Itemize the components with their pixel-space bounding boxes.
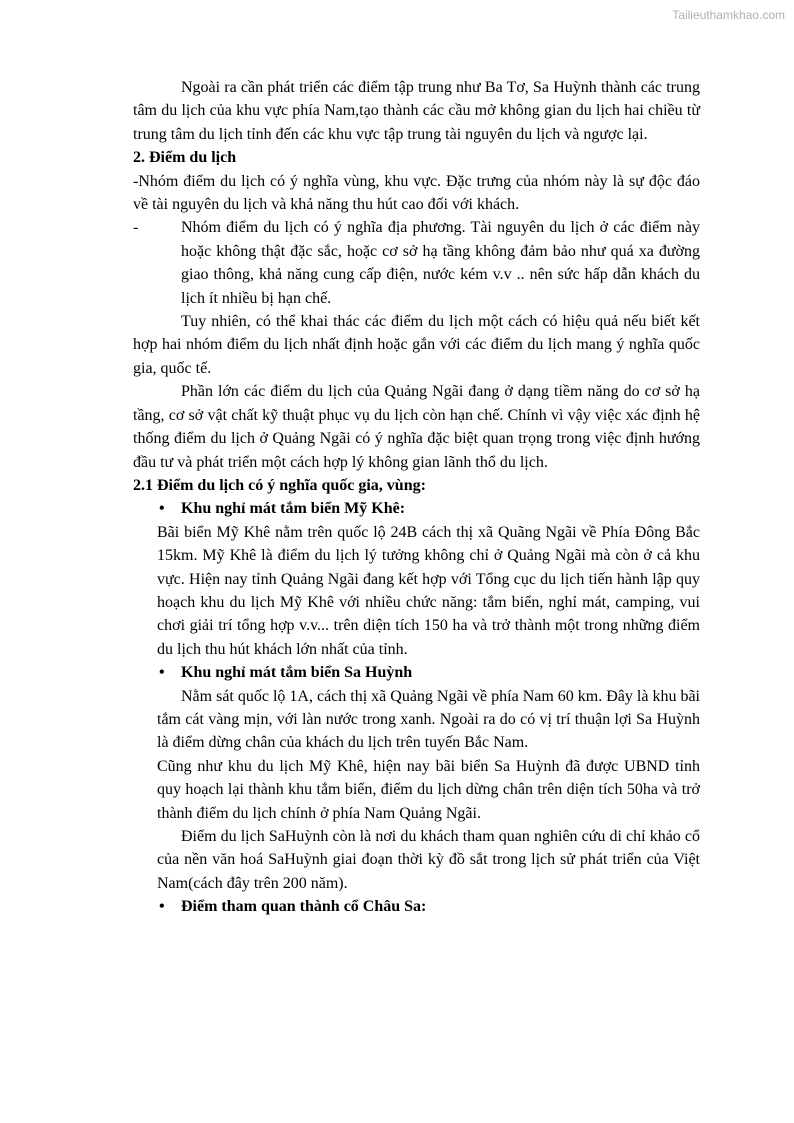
paragraph-potential: Phần lớn các điểm du lịch của Quảng Ngãi đang ở dạng tiềm năng do cơ sở hạ tầng, cơ sở vật chất kỹ thuật phục vụ du lịch còn hạn chế. Chính vì vậy việc xác định hệ thống điểm du lịch ở Quảng Ngãi có ý nghĩa đặc biệt quan trọng trong việc định hướng đầu tư và phát triển một cách hợp lý không gian lãnh thổ du lịch. xyxy=(133,383,700,471)
bullet-chau-sa xyxy=(133,895,700,918)
section-heading-2-1: 2.1 Điểm du lịch có ý nghĩa quốc gia, vùng: xyxy=(133,476,426,494)
watermark: Tailieuthamkhao.com xyxy=(672,8,785,22)
paragraph-sa-huynh-location: Nằm sát quốc lộ 1A, cách thị xã Quảng Ngãi về phía Nam 60 km. Đây là khu bãi tắm cát vàng mịn, với làn nước trong xanh. Ngoài ra do có vị trí thuận lợi Sa Huỳnh là điểm dừng chân của khách du lịch trên tuyến Bắc Nam. xyxy=(157,687,700,752)
list-item-local-group xyxy=(133,216,700,310)
paragraph-intro: Ngoài ra cần phát triển các điểm tập trung như Ba Tơ, Sa Huỳnh thành các trung tâm du lịch của khu vực phía Nam,tạo thành các cầu mở không gian du lịch hai chiều từ trung tâm du lịch tỉnh đến các khu vực tập trung tài nguyên du lịch và ngược lại. xyxy=(133,79,700,143)
bullet-icon: • xyxy=(159,500,165,518)
paragraph-regional-group: -Nhóm điểm du lịch có ý nghĩa vùng, khu vực. Đặc trưng của nhóm này là sự độc đáo về tài nguyên du lịch và khả năng thu hút cao đối với khách. xyxy=(133,172,700,214)
bullet-sa-huynh xyxy=(133,661,700,684)
paragraph-sa-huynh-archaeology: Điểm du lịch SaHuỳnh còn là nơi du khách tham quan nghiên cứu di chỉ khảo cổ của nền văn hoá SaHuỳnh giai đoạn thời kỳ đồ sắt trong lịch sử phát triển của Việt Nam(cách đây trên 200 năm). xyxy=(157,828,700,892)
paragraph-combination: Tuy nhiên, có thể khai thác các điểm du lịch một cách có hiệu quả nếu biết kết hợp hai nhóm điểm du lịch nhất định hoặc gắn với các điểm du lịch mang ý nghĩa quốc gia, quốc tế. xyxy=(133,313,700,377)
bullet-label: Khu nghỉ mát tắm biển Sa Huỳnh xyxy=(181,664,413,682)
section-heading-2: 2. Điểm du lịch xyxy=(133,149,237,167)
list-item-text: Nhóm điểm du lịch có ý nghĩa địa phương. Tài nguyên du lịch ở các điểm này hoặc không thật đặc sắc, hoặc cơ sở hạ tầng không đảm bảo như quá xa đường giao thông, khả năng cung cấp điện, nước kém v.v .. nên sức hấp dẫn khách du lịch ít nhiều bị hạn chế. xyxy=(181,219,700,307)
bullet-label: Khu nghỉ mát tắm biển Mỹ Khê: xyxy=(181,500,406,518)
dash-marker: - xyxy=(133,219,139,237)
document-body xyxy=(133,76,700,919)
bullet-icon: • xyxy=(159,664,165,682)
paragraph-my-khe: Bãi biển Mỹ Khê nằm trên quốc lộ 24B cách thị xã Quãng Ngãi về Phía Đông Bắc 15km. Mỹ Khê là điểm du lịch lý tưởng không chỉ ở Quảng Ngãi mà còn ở cả khu vực. Hiện nay tỉnh Quảng Ngãi đang kết hợp với Tổng cục du lịch tiến hành lập quy hoạch khu du lịch Mỹ Khê với nhiều chức năng: tắm biển, nghỉ mát, camping, vui chơi giải trí tổng hợp v.v... trên diện tích 150 ha và trở thành một trong những điểm du lịch thu hút khách lớn nhất của tỉnh. xyxy=(157,523,700,658)
paragraph-sa-huynh-planning: Cũng như khu du lịch Mỹ Khê, hiện nay bãi biển Sa Huỳnh đã được UBND tỉnh quy hoạch lại thành khu tắm biển, điểm du lịch dừng chân trên diện tích 50ha và trở thành điểm du lịch chính ở phía Nam Quảng Ngãi. xyxy=(157,757,700,822)
bullet-icon: • xyxy=(159,898,165,916)
bullet-my-khe xyxy=(133,497,700,520)
bullet-label: Điểm tham quan thành cổ Châu Sa: xyxy=(181,898,427,916)
